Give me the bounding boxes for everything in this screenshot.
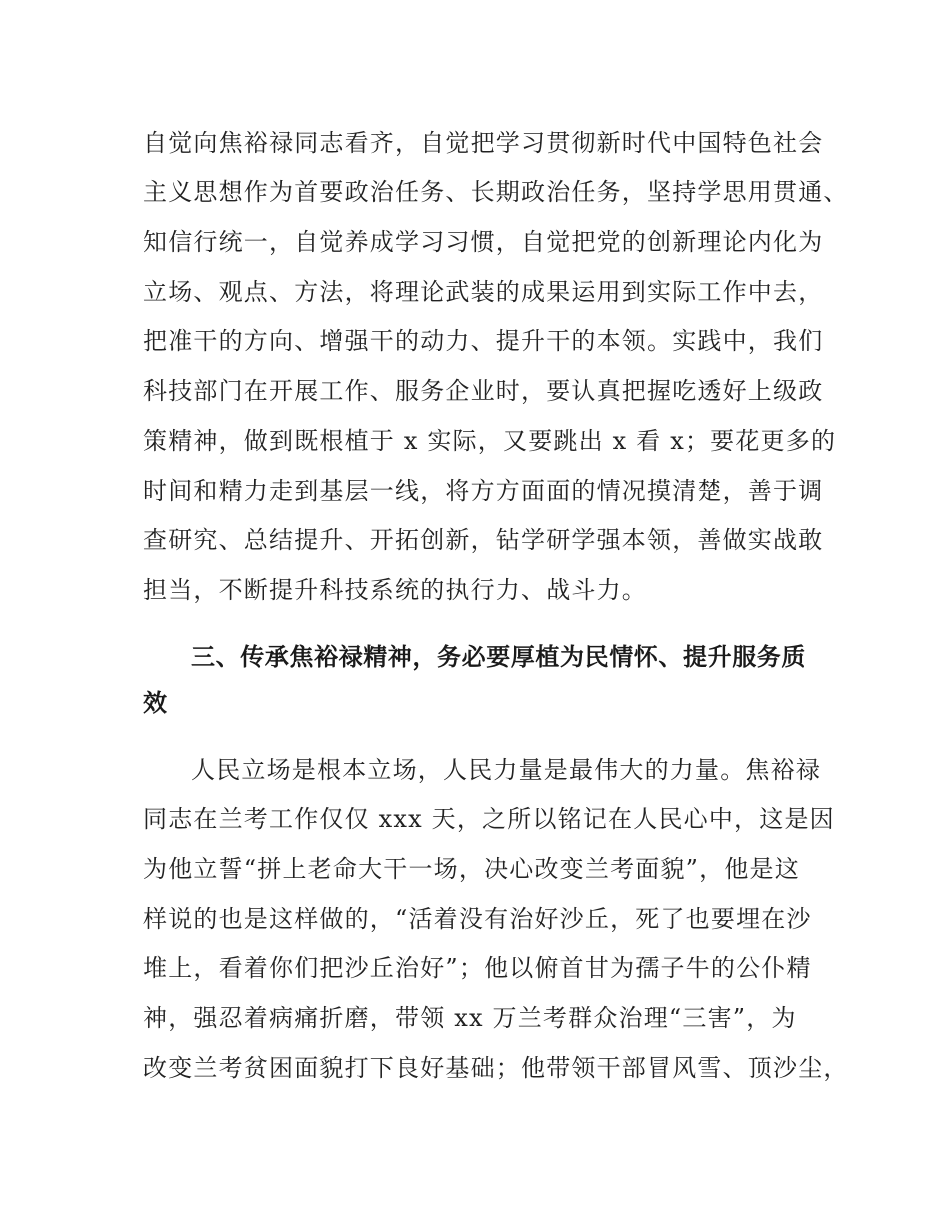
section-heading-line: 效 (143, 689, 168, 717)
paragraph-line: 科技部门在开展工作、服务企业时，要认真把握吃透好上级政 (143, 377, 824, 405)
paragraph-line: 时间和精力走到基层一线，将方方面面的情况摸清楚，善于调 (143, 477, 824, 505)
paragraph-line: 知信行统一，自觉养成学习习惯，自觉把党的创新理论内化为 (143, 228, 824, 256)
paragraph-line: 改变兰考贫困面貌打下良好基础；他带领干部冒风雪、顶沙尘， (143, 1054, 849, 1082)
paragraph-line: 人民立场是根本立场，人民力量是最伟大的力量。焦裕禄 (191, 756, 821, 784)
paragraph-line: 为他立誓“拼上老命大干一场，决心改变兰考面貌”，他是这 (143, 855, 800, 883)
paragraph-line: 把准干的方向、增强干的动力、提升干的本领。实践中，我们 (143, 327, 824, 355)
paragraph-line: 同志在兰考工作仅仅 xxx 天，之所以铭记在人民心中，这是因 (143, 805, 835, 833)
paragraph-line: 立场、观点、方法，将理论武装的成果运用到实际工作中去， (143, 278, 824, 306)
paragraph-line: 神，强忍着病痛折磨，带领 xx 万兰考群众治理“三害”，为 (143, 1004, 797, 1032)
paragraph-line: 策精神，做到既根植于 x 实际，又要跳出 x 看 x；要花更多的 (143, 427, 837, 455)
paragraph-line: 自觉向焦裕禄同志看齐，自觉把学习贯彻新时代中国特色社会 (143, 129, 824, 157)
paragraph-line: 样说的也是这样做的，“活着没有治好沙丘，死了也要埋在沙 (143, 905, 812, 933)
section-heading-line: 三、传承焦裕禄精神，务必要厚植为民情怀、提升服务质 (191, 643, 806, 671)
paragraph-line: 查研究、总结提升、开拓创新，钻学研学强本领，善做实战敢 (143, 526, 824, 554)
paragraph-line: 堆上，看着你们把沙丘治好”；他以俯首甘为孺子牛的公仆精 (143, 954, 812, 982)
paragraph-line: 担当，不断提升科技系统的执行力、战斗力。 (143, 576, 647, 604)
paragraph-line: 主义思想作为首要政治任务、长期政治任务，坚持学思用贯通、 (143, 178, 849, 206)
